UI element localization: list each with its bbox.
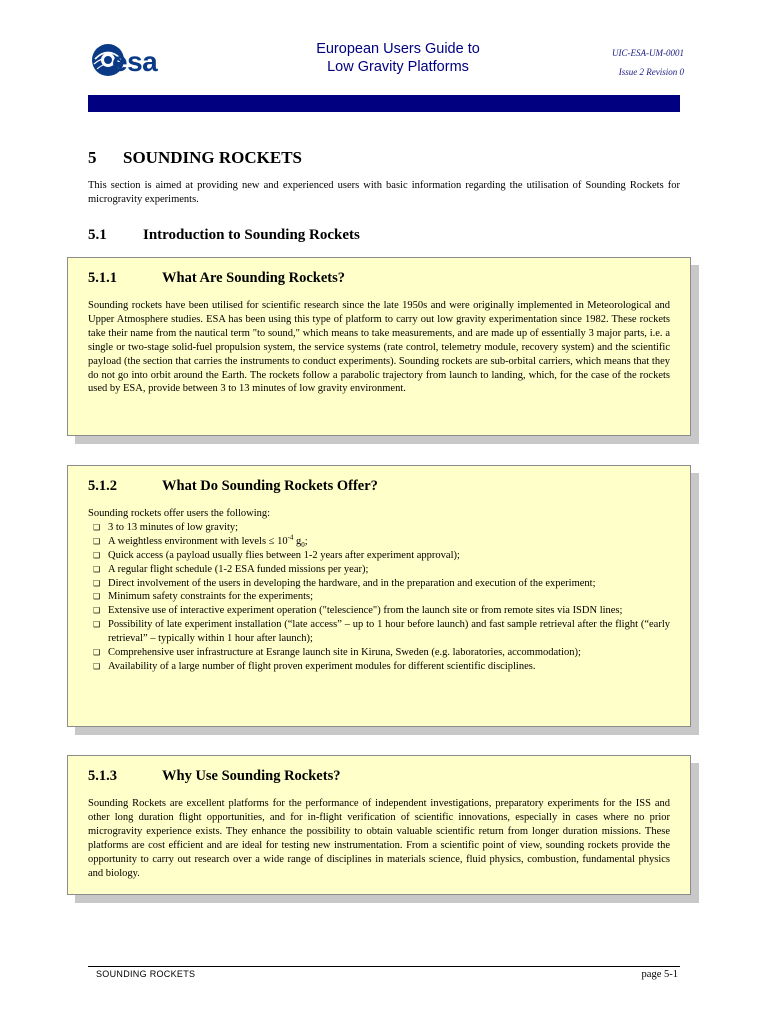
- info-box-what-are: [67, 257, 691, 436]
- section-number: 5.1: [88, 227, 107, 243]
- checkbox-bullet-icon: ❑: [93, 522, 101, 532]
- box-body: Sounding rockets have been utilised for scientific research since the late 1950s and were originally implemented in Meteorological and Upper Atmosphere studies. ESA has been using this type of platform to carry out low gravity experimentation since 1982. These rockets take their name from the nautical term "to sound," which means to take measurements, and are made up of essentially 3 major parts, i.e. a single or two-stage solid-fuel propulsion system, the service systems (rate control, telemetry module, recovery system) and the scientific payload (the section that carries the instruments to conduct experiments). Sounding rockets are sub-orbital carriers, which means that they do not go into orbit around the Earth. The rockets follow a parabolic trajectory from launch to landing, which, for the case of the rockets used by ESA, provide between 3 to 13 minutes of low gravity environment.: [88, 300, 670, 395]
- offer-list-item: [88, 590, 670, 604]
- offer-item-text: Quick access (a payload usually flies between 1-2 years after experiment approval);: [108, 549, 460, 561]
- offer-item-text: Minimum safety constraints for the experiments;: [108, 591, 313, 603]
- chapter-number: 5: [88, 148, 97, 167]
- offer-list-item: [88, 549, 670, 563]
- checkbox-bullet-icon: ❑: [93, 536, 101, 546]
- checkbox-bullet-icon: ❑: [93, 661, 101, 671]
- chapter-heading: [88, 148, 302, 168]
- checkbox-bullet-icon: ❑: [93, 592, 101, 602]
- box-heading: [88, 270, 670, 287]
- checkbox-bullet-icon: ❑: [93, 606, 101, 616]
- offer-item-text-sub: 0: [301, 540, 305, 549]
- box-heading: [88, 768, 670, 785]
- esa-logo-text: esa: [112, 46, 158, 77]
- footer-rule: [88, 966, 680, 967]
- header-bar: [88, 95, 680, 112]
- page-number: page 5-1: [641, 969, 678, 980]
- offer-list-item: [88, 646, 670, 660]
- footer-section-name: SOUNDING ROCKETS: [96, 969, 196, 979]
- offer-list: [88, 521, 670, 674]
- box-number: 5.1.3: [88, 768, 117, 784]
- box-title: Why Use Sounding Rockets?: [162, 768, 341, 784]
- box-number: 5.1.2: [88, 478, 117, 494]
- box-number: 5.1.1: [88, 270, 117, 286]
- box-title: What Are Sounding Rockets?: [162, 270, 346, 286]
- checkbox-bullet-icon: ❑: [93, 564, 101, 574]
- info-box-what-offer: [67, 465, 691, 727]
- offer-list-item: [88, 535, 670, 549]
- offer-item-text-after: ;: [304, 535, 308, 547]
- box-heading: [88, 478, 670, 495]
- box-title: What Do Sounding Rockets Offer?: [162, 478, 378, 494]
- chapter-title: SOUNDING ROCKETS: [123, 148, 303, 167]
- page-header: [0, 0, 768, 120]
- offer-item-text: Direct involvement of the users in developing the hardware, and in the preparation and execution of the experiment;: [108, 577, 596, 589]
- document-title-line-1: European Users Guide to: [316, 41, 480, 57]
- document-issue: Issue 2 Revision 0: [618, 67, 684, 77]
- offer-item-text: Comprehensive user infrastructure at Esrange launch site in Kiruna, Sweden (e.g. laboratories, accommodation);: [108, 647, 581, 659]
- offer-item-text: Availability of a large number of flight proven experiment modules for different scientific disciplines.: [108, 660, 536, 672]
- offer-item-text-sup: -4: [287, 533, 294, 542]
- checkbox-bullet-icon: ❑: [93, 648, 101, 658]
- section-title: Introduction to Sounding Rockets: [143, 227, 360, 243]
- offer-item-text: 3 to 13 minutes of low gravity;: [108, 521, 239, 533]
- section-heading: [88, 227, 360, 244]
- offer-list-item: [88, 660, 670, 674]
- info-box-why-use: [67, 755, 691, 895]
- offer-list-item: [88, 521, 670, 535]
- offer-item-text-before: A weightless environment with levels ≤ 10: [108, 535, 288, 547]
- checkbox-bullet-icon: ❑: [93, 550, 101, 560]
- checkbox-bullet-icon: ❑: [93, 578, 101, 588]
- box-body: [88, 507, 670, 674]
- offer-item-text: Extensive use of interactive experiment operation ("telescience") from the launch site or from remote sites via ISDN lines;: [108, 605, 623, 617]
- box-body: Sounding Rockets are excellent platforms for the performance of independent investigations, preparatory experiments for the ISS and other long duration flight opportunities, and for in-flight verification of scientific innovations, especially in cases where no prior microgravity experience exists. They enhance the possibility to obtain valuable scientific return from longer duration missions. These platforms are cost efficient and are ideal for testing new instrumentation. From a scientific point of view, sounding rockets provide the opportunity to carry out research over a wide range of disciplines in materials science, fluid physics, combustion, fundamental physics and biology.: [88, 798, 670, 879]
- offer-item-text: A regular flight schedule (1-2 ESA funded missions per year);: [108, 563, 369, 575]
- document-title: [278, 40, 518, 76]
- offer-item-text-after_space: g: [293, 535, 302, 547]
- document-reference: [560, 44, 684, 82]
- offer-list-item: [88, 604, 670, 618]
- document-id: UIC-ESA-UM-0001: [612, 48, 684, 58]
- offer-list-item: [88, 577, 670, 591]
- document-title-line-2: Low Gravity Platforms: [327, 59, 469, 75]
- chapter-intro: This section is aimed at providing new and experienced users with basic information regarding the utilisation of Sounding Rockets for microgravity experiments.: [88, 180, 680, 205]
- offer-lead: Sounding rockets offer users the following:: [88, 508, 271, 519]
- offer-list-item: [88, 618, 670, 646]
- offer-item-text: Possibility of late experiment installation (“late access” – up to 1 hour before launch) and fast sample retrieval after the flight (“early retrieval” – typically within 1 hour after launch);: [108, 619, 670, 645]
- checkbox-bullet-icon: ❑: [93, 620, 101, 630]
- offer-list-item: [88, 563, 670, 577]
